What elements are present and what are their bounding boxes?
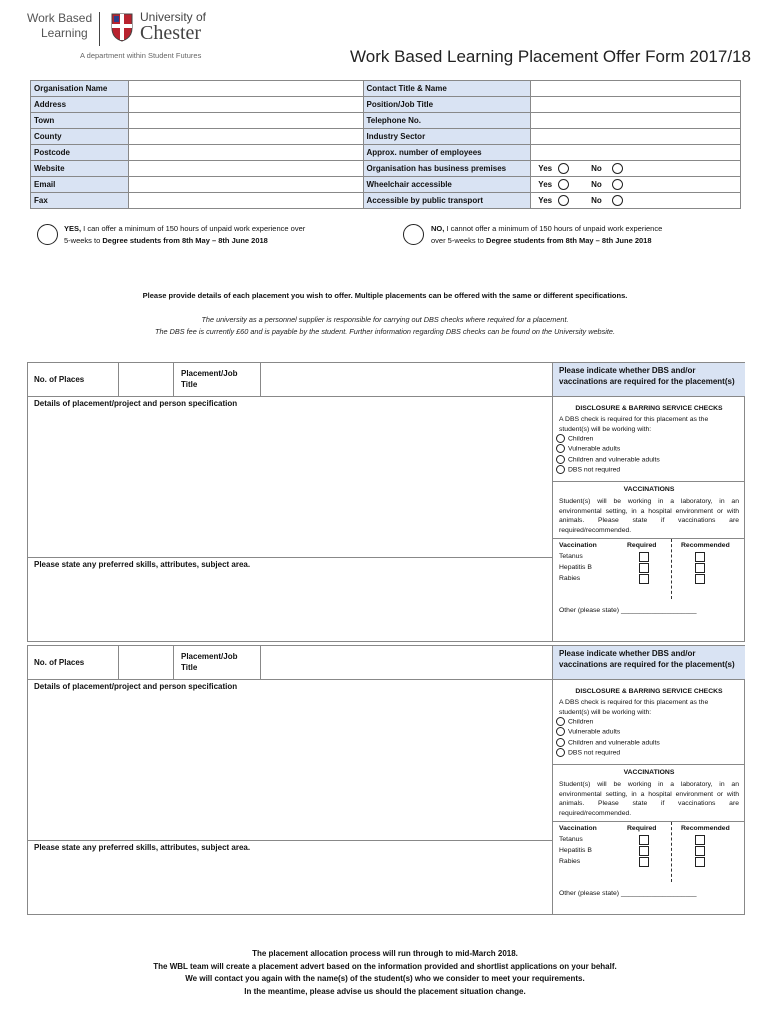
offer-yes-radio[interactable] <box>37 224 58 245</box>
org-row <box>31 81 741 97</box>
vacc-text: Student(s) will be working in a laboratory, in an environmental setting, in a hospital environment or with animals. Please state if vaccinations are required/recommended. <box>559 781 739 817</box>
dbs-title: DISCLOSURE & BARRING SERVICE CHECKS <box>575 405 723 412</box>
yes-text2c: from 8th May – 8th June 2018 <box>161 236 268 245</box>
yes-text1: I can offer a minimum of 150 hours of unpaid work experience over <box>81 224 306 233</box>
org-left-label: Town <box>31 113 129 129</box>
vaccine-recommended-checkbox[interactable] <box>695 835 705 845</box>
vacc-table <box>553 538 745 599</box>
org-row <box>31 113 741 129</box>
skills-area[interactable] <box>28 841 552 913</box>
vaccine-recommended-checkbox[interactable] <box>695 574 705 584</box>
yes-radio[interactable] <box>558 179 569 190</box>
dbs-option-label: DBS not required <box>568 466 621 474</box>
dbs-option-label: Children and vulnerable adults <box>568 738 660 746</box>
yes-no-choice <box>531 161 741 177</box>
org-right-input[interactable] <box>531 97 741 113</box>
vaccine-recommended-checkbox[interactable] <box>695 846 705 856</box>
vaccine-recommended-checkbox[interactable] <box>695 563 705 573</box>
footer-line1: The placement allocation process will run through to mid-March 2018. <box>252 949 518 958</box>
no-bold: NO, <box>431 224 445 233</box>
vaccine-required-checkbox[interactable] <box>639 846 649 856</box>
dbs-text: A DBS check is required for this placement as the student(s) will be working with: <box>559 416 709 433</box>
dbs-radio[interactable] <box>556 738 565 747</box>
skills-label: Please state any preferred skills, attributes, subject area. <box>34 560 251 569</box>
dbs-option-label: Children <box>568 435 594 443</box>
yes-text2a: 5-weeks to <box>64 236 103 245</box>
org-right-label: Organisation has business premises <box>363 161 531 177</box>
dbs-option[interactable] <box>553 748 745 758</box>
skills-area[interactable] <box>28 558 552 640</box>
org-left-input[interactable] <box>128 81 363 97</box>
no-text2c: from 8th May – 8th June 2018 <box>544 236 652 245</box>
yes-no-choice <box>531 193 741 209</box>
vacc-text: Student(s) will be working in a laboratory, in an environmental setting, in a hospital environment or with animals. Please state if vaccinations are required/recommended. <box>559 498 739 534</box>
dbs-option[interactable] <box>553 455 745 465</box>
dbs-header: Please indicate whether DBS and/or vaccinations are required for the placement(s) <box>553 363 745 397</box>
vaccine-recommended-checkbox[interactable] <box>695 552 705 562</box>
footer-line3: We will contact you again with the name(s) of the student(s) who we consider to meet your requirements. <box>185 974 585 983</box>
yes-no-choice <box>531 177 741 193</box>
dbs-option[interactable] <box>553 717 745 727</box>
placement-title-label: Placement/Job Title <box>181 652 238 672</box>
org-right-label: Telephone No. <box>363 113 531 129</box>
dbs-radio[interactable] <box>556 455 565 464</box>
details-area[interactable] <box>28 680 552 841</box>
dbs-radio[interactable] <box>556 444 565 453</box>
org-left-label: Organisation Name <box>31 81 129 97</box>
yes-text2b: Degree students <box>102 236 162 245</box>
details-label: Details of placement/project and person specification <box>34 682 238 691</box>
org-row <box>31 161 741 177</box>
org-right-input[interactable] <box>531 145 741 161</box>
dbs-header: Please indicate whether DBS and/or vaccinations are required for the placement(s) <box>553 646 745 680</box>
instructions-italic2: The DBS fee is currently £60 and is payable by the student. Further information regarding DBS checks can be found on the University website. <box>155 327 615 336</box>
instructions-main: Please provide details of each placement you wish to offer. Multiple placements can be offered with the same or different specifications. <box>142 291 628 300</box>
org-row <box>31 129 741 145</box>
dbs-radio[interactable] <box>556 727 565 736</box>
no-text1: I cannot offer a minimum of 150 hours of unpaid work experience <box>444 224 663 233</box>
org-row <box>31 145 741 161</box>
no-label: No <box>591 163 602 173</box>
other-vaccination[interactable]: Other (please state) ____________________ <box>559 890 697 898</box>
vaccine-required-checkbox[interactable] <box>639 835 649 845</box>
no-radio[interactable] <box>612 195 623 206</box>
vacc-title: VACCINATIONS <box>623 769 675 777</box>
dbs-text: A DBS check is required for this placement as the student(s) will be working with: <box>559 699 709 716</box>
placement-title-input[interactable] <box>261 646 552 680</box>
vaccine-label: Hepatitis B <box>559 564 592 572</box>
placement-title-label: Placement/Job Title <box>181 369 238 389</box>
dbs-option[interactable] <box>553 434 745 444</box>
dbs-radio[interactable] <box>556 465 565 474</box>
org-left-input[interactable] <box>128 113 363 129</box>
dbs-radio[interactable] <box>556 434 565 443</box>
footer-line4: In the meantime, please advise us should the placement situation change. <box>244 986 526 996</box>
dbs-option-label: Vulnerable adults <box>568 728 621 736</box>
vacc-table <box>553 821 745 882</box>
university-of-text: University of <box>140 10 207 24</box>
details-area[interactable] <box>28 397 552 558</box>
vaccine-required-checkbox[interactable] <box>639 563 649 573</box>
university-crest-icon <box>110 12 134 42</box>
org-left-input[interactable] <box>128 193 363 209</box>
wbl-line1: Work Based <box>27 11 93 25</box>
org-left-label: Address <box>31 97 129 113</box>
yes-label: Yes <box>538 163 553 173</box>
instructions-italic1: The university as a personnel supplier is responsible for carrying out DBS checks where required for a placement. <box>201 315 569 324</box>
org-right-label: Wheelchair accessible <box>363 177 531 193</box>
org-left-input[interactable] <box>128 177 363 193</box>
yes-label: Yes <box>538 195 553 205</box>
vacc-col3: Recommended <box>681 825 730 833</box>
organisation-table <box>30 80 741 209</box>
org-left-label: Postcode <box>31 145 129 161</box>
dbs-option[interactable] <box>553 465 745 475</box>
org-left-label: Fax <box>31 193 129 209</box>
vaccine-label: Rabies <box>559 858 581 866</box>
org-row <box>31 177 741 193</box>
dbs-option-label: Vulnerable adults <box>568 445 621 453</box>
org-right-label: Accessible by public transport <box>363 193 531 209</box>
placement-title-label-cell <box>174 646 261 680</box>
vaccine-label: Hepatitis B <box>559 847 592 855</box>
details-label: Details of placement/project and person specification <box>34 399 238 408</box>
dbs-panel <box>552 646 745 914</box>
other-vaccination[interactable]: Other (please state) ____________________ <box>559 607 697 615</box>
org-right-input[interactable] <box>531 113 741 129</box>
org-left-input[interactable] <box>128 129 363 145</box>
vaccine-label: Tetanus <box>559 836 583 844</box>
dbs-panel <box>552 363 745 641</box>
yes-bold: YES, <box>64 224 82 233</box>
offer-no-radio[interactable] <box>403 224 424 245</box>
org-right-label: Industry Sector <box>363 129 531 145</box>
footer <box>0 948 770 998</box>
org-left-label: Email <box>31 177 129 193</box>
vacc-title: VACCINATIONS <box>623 486 675 494</box>
offer-no-text <box>431 223 662 247</box>
vaccine-required-checkbox[interactable] <box>639 552 649 562</box>
dbs-radio[interactable] <box>556 748 565 757</box>
org-right-label: Approx. number of employees <box>363 145 531 161</box>
chester-text: Chester <box>140 22 202 44</box>
placement-title-label-cell <box>174 363 261 397</box>
vacc-col3: Recommended <box>681 542 730 550</box>
dbs-option[interactable] <box>553 738 745 748</box>
org-right-input[interactable] <box>531 81 741 97</box>
logo-divider <box>99 12 100 46</box>
dbs-option-label: DBS not required <box>568 749 621 757</box>
org-right-label: Position/Job Title <box>363 97 531 113</box>
org-left-input[interactable] <box>128 97 363 113</box>
org-right-input[interactable] <box>531 129 741 145</box>
no-radio[interactable] <box>612 179 623 190</box>
wbl-line2: Learning <box>41 26 88 40</box>
form-title: Work Based Learning Placement Offer Form 2017/18 <box>350 47 751 66</box>
no-places-label-cell <box>28 363 119 397</box>
no-places-label: No. of Places <box>34 658 85 667</box>
org-right-label: Contact Title & Name <box>363 81 531 97</box>
no-places-label-cell <box>28 646 119 680</box>
no-label: No <box>591 195 602 205</box>
offer-yes-text <box>64 223 305 247</box>
org-left-label: Website <box>31 161 129 177</box>
vaccine-label: Rabies <box>559 575 581 583</box>
no-places-input[interactable] <box>119 646 174 680</box>
no-text2a: over 5-weeks to <box>431 236 487 245</box>
no-places-input[interactable] <box>119 363 174 397</box>
placement-title-input[interactable] <box>261 363 552 397</box>
skills-label: Please state any preferred skills, attributes, subject area. <box>34 843 251 852</box>
vacc-col1: Vaccination <box>559 542 597 550</box>
org-row <box>31 97 741 113</box>
vaccine-required-checkbox[interactable] <box>639 574 649 584</box>
placement-block <box>27 645 745 915</box>
wbl-logo-text <box>27 11 92 41</box>
dbs-option-label: Children and vulnerable adults <box>568 455 660 463</box>
department-text: A department within Student Futures <box>80 51 202 60</box>
yes-radio[interactable] <box>558 195 569 206</box>
no-places-label: No. of Places <box>34 375 85 384</box>
placement-block <box>27 362 745 642</box>
vacc-col2: Required <box>627 825 657 833</box>
org-left-label: County <box>31 129 129 145</box>
org-left-input[interactable] <box>128 161 363 177</box>
no-text2b: Degree students <box>486 236 545 245</box>
yes-label: Yes <box>538 179 553 189</box>
vacc-col2: Required <box>627 542 657 550</box>
dbs-option[interactable] <box>553 727 745 737</box>
footer-line2: The WBL team will create a placement advert based on the information provided and shortlist applications on your behalf. <box>153 961 617 971</box>
no-radio[interactable] <box>612 163 623 174</box>
dbs-title: DISCLOSURE & BARRING SERVICE CHECKS <box>575 688 723 695</box>
org-row <box>31 193 741 209</box>
dbs-option-label: Children <box>568 718 594 726</box>
org-left-input[interactable] <box>128 145 363 161</box>
no-label: No <box>591 179 602 189</box>
dbs-radio[interactable] <box>556 717 565 726</box>
dbs-option[interactable] <box>553 444 745 454</box>
vaccine-label: Tetanus <box>559 553 583 561</box>
vacc-col1: Vaccination <box>559 825 597 833</box>
vaccine-recommended-checkbox[interactable] <box>695 857 705 867</box>
yes-radio[interactable] <box>558 163 569 174</box>
vaccine-required-checkbox[interactable] <box>639 857 649 867</box>
